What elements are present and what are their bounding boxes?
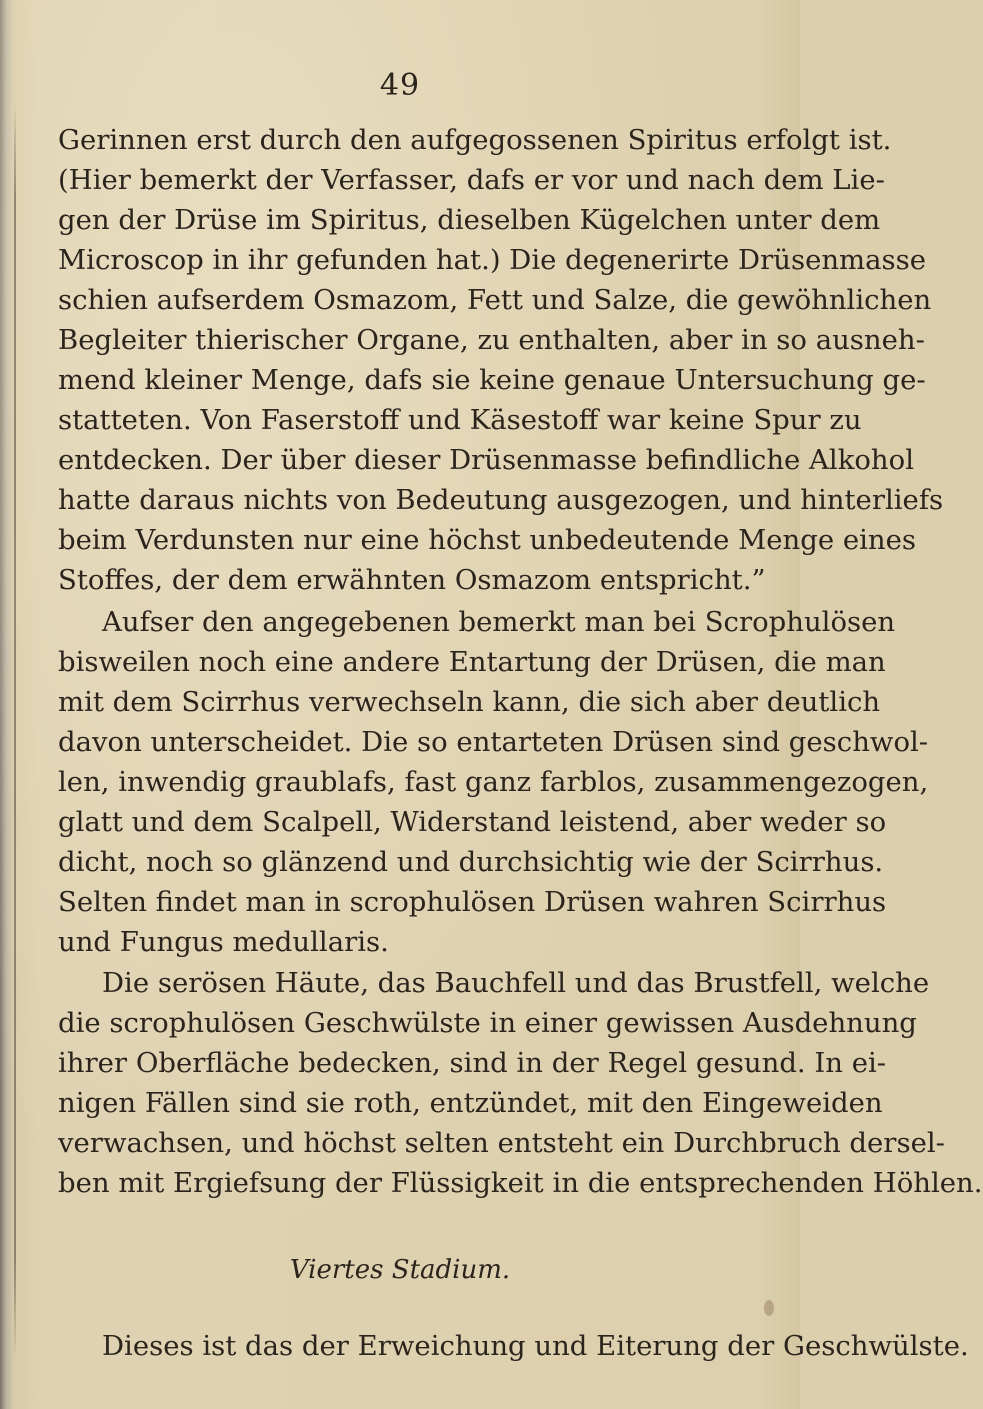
text-line: und Fungus medullaris. <box>58 926 389 958</box>
text-line: glatt und dem Scalpell, Widerstand leistend, aber weder so <box>58 806 887 838</box>
page-number: 49 <box>379 68 421 103</box>
text-line: len, inwendig graublafs, fast ganz farblos, zusammengezogen, <box>58 766 929 798</box>
text-line: Selten findet man in scrophulösen Drüsen wahren Scirrhus <box>58 886 887 918</box>
text-line: (Hier bemerkt der Verfasser, dafs er vor und nach dem Lie- <box>58 164 885 196</box>
text-line: Microscop in ihr gefunden hat.) Die degenerirte Drüsenmasse <box>58 244 927 276</box>
text-line: ben mit Ergiefsung der Flüssigkeit in die entsprechenden Höhlen. <box>58 1167 983 1199</box>
text-line: Begleiter thierischer Organe, zu enthalten, aber in so ausneh- <box>58 324 925 356</box>
text-line: ihrer Oberfläche bedecken, sind in der Regel gesund. In ei- <box>58 1047 887 1079</box>
page-gutter-edge <box>14 100 16 1360</box>
text-line: beim Verdunsten nur eine höchst unbedeutende Menge eines <box>58 524 917 556</box>
text-line: davon unterscheidet. Die so entarteten Drüsen sind geschwol- <box>58 726 929 758</box>
section-heading: Viertes Stadium. <box>289 1255 511 1285</box>
paper-stain <box>764 1300 774 1316</box>
text-line: verwachsen, und höchst selten entsteht ein Durchbruch dersel- <box>58 1127 945 1159</box>
text-line: Dieses ist das der Erweichung und Eiterung der Geschwülste. <box>102 1330 969 1362</box>
text-line: Die serösen Häute, das Bauchfell und das Brustfell, welche <box>102 967 930 999</box>
text-line: schien aufserdem Osmazom, Fett und Salze, die gewöhnlichen <box>58 284 932 316</box>
text-line: Stoffes, der dem erwähnten Osmazom entspricht.” <box>58 564 766 596</box>
text-line: die scrophulösen Geschwülste in einer gewissen Ausdehnung <box>58 1007 917 1039</box>
text-line: hatte daraus nichts von Bedeutung ausgezogen, und hinterliefs <box>58 484 944 516</box>
text-line: nigen Fällen sind sie roth, entzündet, mit den Eingeweiden <box>58 1087 883 1119</box>
text-line: gen der Drüse im Spiritus, dieselben Kügelchen unter dem <box>58 204 881 236</box>
text-line: mit dem Scirrhus verwechseln kann, die sich aber deutlich <box>58 686 881 718</box>
text-line: Gerinnen erst durch den aufgegossenen Spiritus erfolgt ist. <box>58 124 892 156</box>
text-line: bisweilen noch eine andere Entartung der Drüsen, die man <box>58 646 886 678</box>
text-line: entdecken. Der über dieser Drüsenmasse befindliche Alkohol <box>58 444 914 476</box>
text-line: statteten. Von Faserstoff und Käsestoff war keine Spur zu <box>58 404 862 436</box>
text-line: mend kleiner Menge, dafs sie keine genaue Untersuchung ge- <box>58 364 926 396</box>
text-line: Aufser den angegebenen bemerkt man bei Scrophulösen <box>102 606 896 638</box>
text-line: dicht, noch so glänzend und durchsichtig wie der Scirrhus. <box>58 846 884 878</box>
